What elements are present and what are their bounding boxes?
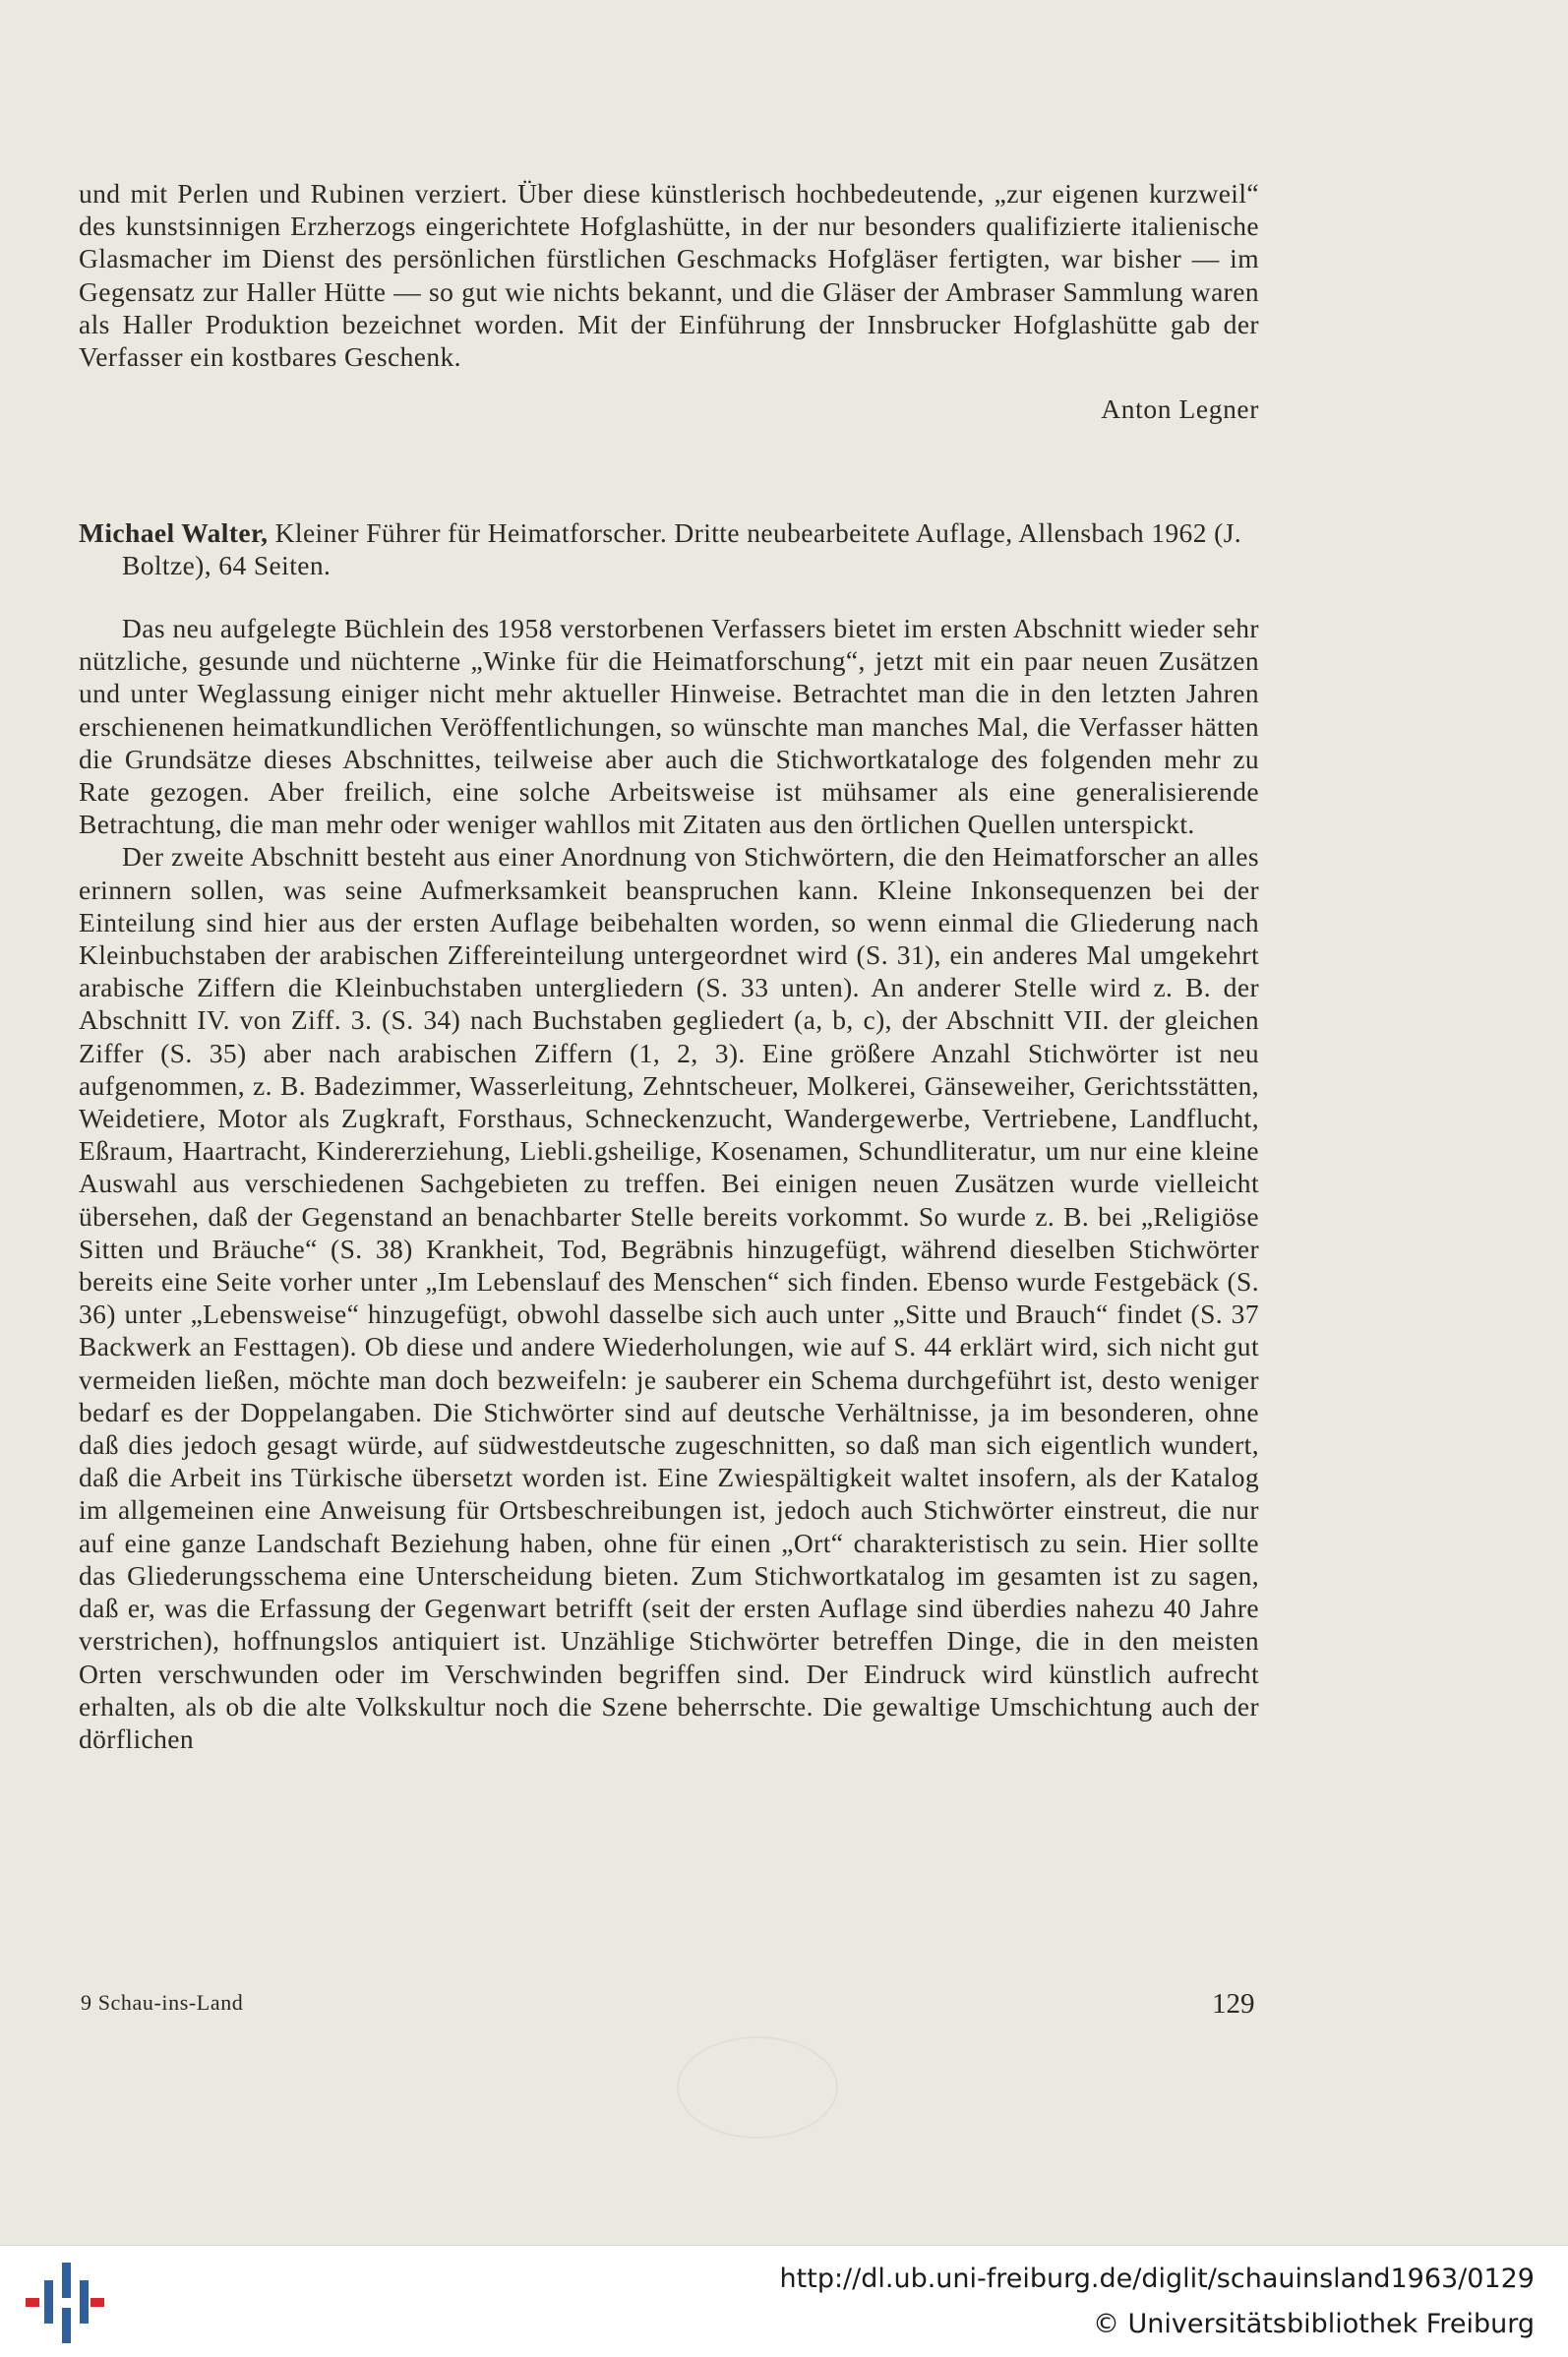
page-number: 129 xyxy=(1212,1988,1255,2020)
paragraph: und mit Perlen und Rubinen verziert. Über diese künstlerisch hochbedeutende, „zur eigenen kurzweil“ des kunstsinnigen Erzherzogs eingerichtete Hofglashütte, in der nur besonders qualifizierte italienische Glasmacher im Dienst des persönlichen fürstlichen Geschmacks Hofgläser fertigten, war bisher — im Gegensatz zur Haller Hütte — so gut wie nichts bekannt, und die Gläser der Ambraser Sammlung waren als Haller Produktion bezeichnet worden. Mit der Einführung der Innsbrucker Hofglashütte gab der Verfasser ein kostbares Geschenk. xyxy=(79,178,1259,373)
viewer-footer-bar xyxy=(0,2245,1568,2357)
paragraph: Der zweite Abschnitt besteht aus einer Anordnung von Stichwörtern, die den Heimatforscher an alles erinnern sollen, was seine Aufmerksamkeit beanspruchen kann. Kleine Inkonsequenzen bei der Einteilung sind hier aus der ersten Auflage beibehalten worden, so wenn einmal die Gliederung nach Kleinbuchstaben der arabischen Ziffereinteilung untergeordnet wird (S. 31), ein anderes Mal umgekehrt arabische Ziffern die Kleinbuchstaben untergliedern (S. 33 unten). An anderer Stelle wird z. B. der Abschnitt IV. von Ziff. 3. (S. 34) nach Buchstaben gegliedert (a, b, c), der Abschnitt VII. der gleichen Ziffer (S. 35) aber nach arabischen Ziffern (1, 2, 3). Eine größere Anzahl Stichwörter ist neu aufgenommen, z. B. Badezimmer, Wasserleitung, Zehntscheuer, Molkerei, Gänseweiher, Gerichtsstätten, Weidetiere, Motor als Zugkraft, Forsthaus, Schneckenzucht, Wandergewerbe, Vertriebene, Landflucht, Eßraum, Haartracht, Kindererziehung, Liebli.gsheilige, Kosenamen, Schundliteratur, um nur eine kleine Auswahl aus verschiedenen Sachgebieten zu treffen. Bei einigen neuen Zusätzen wurde vielleicht übersehen, daß der Gegenstand an benachbarter Stelle bereits vorkommt. So wurde z. B. bei „Religiöse Sitten und Bräuche“ (S. 38) Krankheit, Tod, Begräbnis hinzugefügt, während dieselben Stichwörter bereits eine Seite vorher unter „Im Lebenslauf des Menschen“ sich finden. Ebenso wurde Festgebäck (S. 36) unter „Lebensweise“ hinzugefügt, obwohl dasselbe sich auch unter „Sitte und Brauch“ findet (S. 37 Backwerk an Festtagen). Ob diese und andere Wiederholungen, wie auf S. 44 erklärt wird, sich nicht gut vermeiden ließen, möchte man doch bezweifeln: je sauberer ein Schema durchgeführt ist, desto weniger bedarf es der Doppelangaben. Die Stichwörter sind auf deutsche Verhältnisse, ja im besonderen, ohne daß dies jedoch gesagt würde, auf südwestdeutsche zugeschnitten, so daß man sich eigentlich wundert, daß die Arbeit ins Türkische übersetzt worden ist. Eine Zwiespältigkeit waltet insofern, als der Katalog im allgemeinen eine Anweisung für Ortsbeschreibungen ist, jedoch auch Stichwörter einstreut, die nur auf eine ganze Landschaft Beziehung haben, ohne für einen „Ort“ charakteristisch zu sein. Hier sollte das Gliederungsschema eine Unterscheidung bieten. Zum Stichwortkatalog im gesamten ist zu sagen, daß er, was die Erfassung der Gegenwart betrifft (seit der ersten Auflage sind überdies nahezu 40 Jahre verstrichen), hoffnungslos antiquiert ist. Unzählige Stichwörter betreffen Dinge, die in den meisten Orten verschwunden oder im Verschwinden begriffen sind. Der Eindruck wird künstlich aufrecht erhalten, als ob die alte Volkskultur noch die Szene beherrschte. Die gewaltige Umschichtung auch der dörflichen xyxy=(79,841,1259,1754)
book-citation: Kleiner Führer für Heimatforscher. Dritte neubearbeitete Auflage, Allensbach 1962 (J. Boltze), 64 Seiten. xyxy=(122,517,1242,581)
copyright-text: © Universitätsbibliothek Freiburg xyxy=(1092,2309,1535,2339)
reviewer-signature: Anton Legner xyxy=(1101,393,1259,424)
library-stamp xyxy=(677,2036,838,2139)
bibliographic-entry xyxy=(79,516,1259,581)
paragraph: Das neu aufgelegte Büchlein des 1958 verstorbenen Verfassers bietet im ersten Abschnitt wieder sehr nützliche, gesunde und nüchterne „Winke für die Heimatforschung“, jetzt mit ein paar neuen Zusätzen und unter Weglassung einiger nicht mehr aktueller Hinweise. Betrachtet man die in den letzten Jahren erschienenen heimatkundlichen Veröffentlichungen, so wünschte man manches Mal, die Verfasser hätten die Grundsätze dieses Abschnittes, teilweise aber auch die Stichwortkataloge des folgenden mehr zu Rate gezogen. Aber freilich, eine solche Arbeitsweise ist mühsamer als eine generalisierende Betrachtung, die man mehr oder weniger wahllos mit Zitaten aus den örtlichen Quellen unterspickt. xyxy=(79,613,1259,840)
review-body xyxy=(79,612,1259,1755)
book-author: Michael Walter, xyxy=(79,517,269,548)
previous-review-ending xyxy=(79,177,1259,373)
review-header xyxy=(79,516,1259,581)
source-url-link[interactable]: http://dl.ub.uni-freiburg.de/diglit/schauinsland1963/0129 xyxy=(779,2264,1535,2294)
ub-freiburg-logo-icon xyxy=(26,2263,104,2343)
signature-mark: 9 Schau-ins-Land xyxy=(81,1990,244,2015)
